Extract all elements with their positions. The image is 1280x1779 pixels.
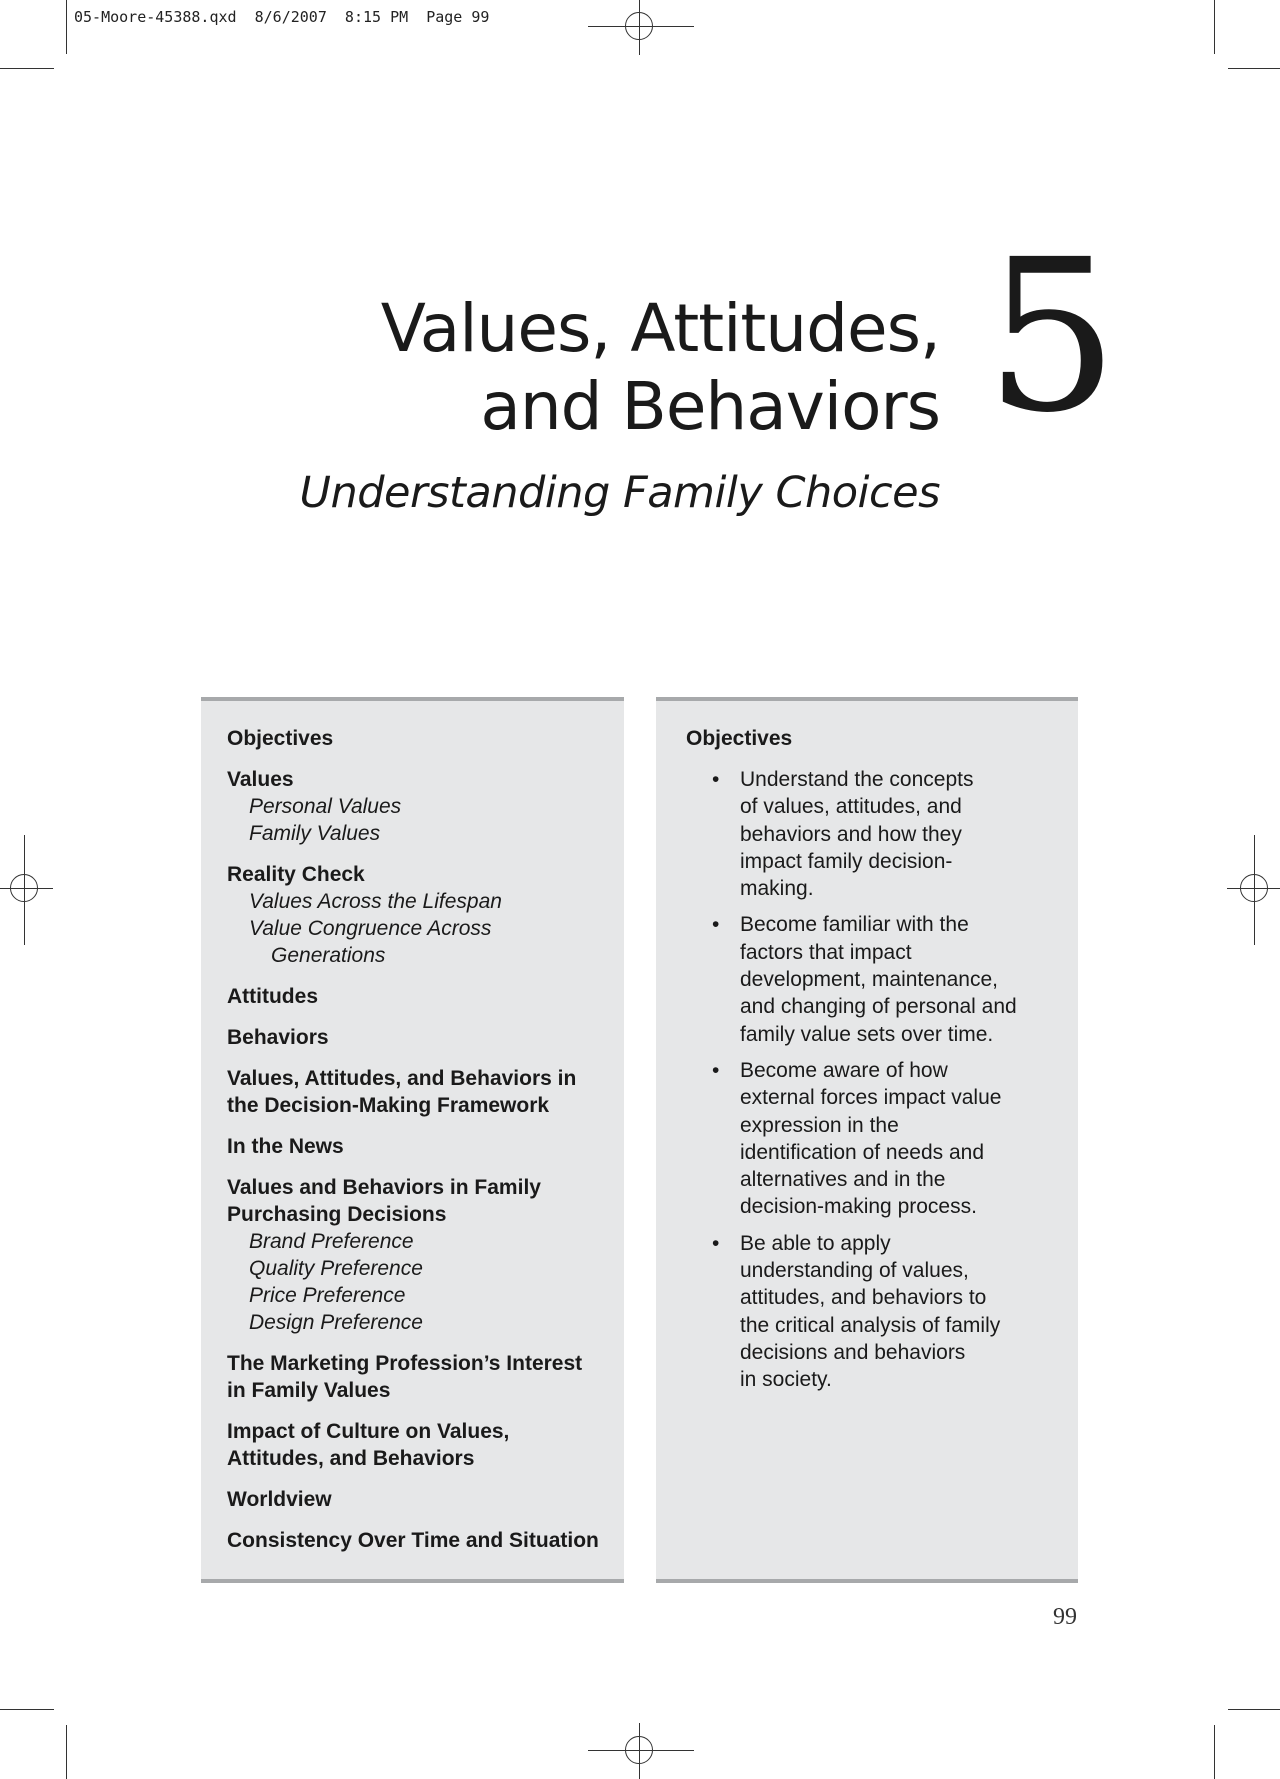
- chapter-outline: [227, 725, 607, 1568]
- objectives-list: [686, 766, 1056, 1394]
- outline-subtopic: Personal Values: [249, 795, 402, 818]
- bullet-icon: •: [712, 1231, 720, 1255]
- chapter-title-line-2: and Behaviors: [480, 368, 940, 445]
- objective-line: the critical analysis of family: [740, 1313, 1001, 1337]
- objective-line: in society.: [740, 1368, 832, 1392]
- objective-line: Become aware of how: [740, 1058, 948, 1082]
- crop-mark: [1214, 0, 1215, 54]
- registration-mark-left: [0, 861, 53, 917]
- outline-heading: Impact of Culture on Values,: [227, 1420, 510, 1443]
- outline-group: [227, 1065, 607, 1119]
- outline-subtopic: Family Values: [249, 822, 381, 845]
- print-slug: 05-Moore-45388.qxd 8/6/2007 8:15 PM Page 99: [74, 8, 490, 26]
- objective-line: impact family decision-: [740, 849, 953, 873]
- outline-heading: The Marketing Profession’s Interest: [227, 1352, 583, 1375]
- crop-mark: [1228, 68, 1280, 69]
- objective-item: [686, 1230, 1056, 1394]
- outline-heading: Consistency Over Time and Situation: [227, 1529, 599, 1552]
- objective-line: understanding of values,: [740, 1259, 969, 1283]
- objectives: [686, 725, 1056, 1403]
- outline-subtopic: Brand Preference: [249, 1230, 414, 1253]
- registration-tick: [24, 835, 25, 945]
- outline-group: [227, 1133, 607, 1160]
- outline-heading-continued: in Family Values: [227, 1379, 391, 1402]
- crop-mark: [66, 0, 67, 54]
- outline-heading: Values, Attitudes, and Behaviors in: [227, 1067, 577, 1090]
- objective-line: expression in the: [740, 1113, 899, 1137]
- objective-line: identification of needs and: [740, 1140, 985, 1164]
- objective-line: decision-making process.: [740, 1195, 977, 1219]
- outline-heading-continued: the Decision-Making Framework: [227, 1094, 550, 1117]
- outline-group: [227, 725, 607, 752]
- objective-item: [686, 1057, 1056, 1221]
- outline-subtopic: Quality Preference: [249, 1257, 423, 1280]
- objective-line: Become familiar with the: [740, 913, 969, 937]
- outline-subtopic: Values Across the Lifespan: [249, 890, 502, 913]
- outline-subtopic: Design Preference: [249, 1311, 423, 1334]
- chapter-outline-box: [201, 697, 624, 1583]
- objective-line: decisions and behaviors: [740, 1340, 966, 1364]
- outline-heading: Objectives: [227, 727, 334, 750]
- objective-line: behaviors and how they: [740, 822, 962, 846]
- outline-group: [227, 1486, 607, 1513]
- outline-heading-continued: Attitudes, and Behaviors: [227, 1447, 475, 1470]
- outline-heading: Worldview: [227, 1488, 332, 1511]
- outline-heading: In the News: [227, 1135, 344, 1158]
- objective-line: alternatives and in the: [740, 1168, 946, 1192]
- outline-group: [227, 983, 607, 1010]
- crop-mark: [0, 1709, 54, 1710]
- outline-heading-continued: Purchasing Decisions: [227, 1203, 447, 1226]
- objectives-box: [656, 697, 1078, 1583]
- outline-group: [227, 766, 607, 847]
- objective-line: making.: [740, 877, 814, 901]
- page-number: 99: [1053, 1604, 1077, 1630]
- crop-mark: [66, 1725, 67, 1779]
- outline-subtopic: Generations: [271, 944, 386, 967]
- outline-heading: Attitudes: [227, 985, 318, 1008]
- chapter-title: [381, 290, 940, 446]
- bullet-icon: •: [712, 1058, 720, 1082]
- crop-mark: [0, 68, 54, 69]
- outline-heading: Values and Behaviors in Family: [227, 1176, 541, 1199]
- crop-mark: [1214, 1725, 1215, 1779]
- objective-line: Be able to apply: [740, 1231, 891, 1255]
- registration-tick: [588, 26, 694, 27]
- outline-group: [227, 861, 607, 969]
- objective-line: of values, attitudes, and: [740, 795, 962, 819]
- outline-subtopic: Price Preference: [249, 1284, 406, 1307]
- crop-mark: [1228, 1709, 1280, 1710]
- objective-item: [686, 766, 1056, 902]
- outline-group: [227, 1024, 607, 1051]
- chapter-title-line-1: Values, Attitudes,: [380, 290, 940, 367]
- chapter-subtitle: Understanding Family Choices: [299, 468, 940, 518]
- outline-heading: Values: [227, 768, 294, 791]
- objective-line: and changing of personal and: [740, 995, 1017, 1019]
- registration-mark-top: [612, 0, 668, 55]
- objective-line: external forces impact value: [740, 1086, 1002, 1110]
- outline-group: [227, 1174, 607, 1336]
- chapter-number: 5: [985, 214, 1119, 459]
- outline-heading: Behaviors: [227, 1026, 329, 1049]
- objective-item: [686, 911, 1056, 1047]
- outline-group: [227, 1527, 607, 1554]
- objective-line: factors that impact: [740, 940, 912, 964]
- objectives-heading: Objectives: [686, 727, 793, 750]
- objective-line: Understand the concepts: [740, 768, 974, 791]
- objective-line: development, maintenance,: [740, 968, 998, 992]
- objective-line: attitudes, and behaviors to: [740, 1286, 987, 1310]
- registration-tick: [588, 1750, 694, 1751]
- outline-group: [227, 1350, 607, 1404]
- outline-subtopic: Value Congruence Across: [249, 917, 492, 940]
- bullet-icon: •: [712, 768, 720, 791]
- bullet-icon: •: [712, 913, 720, 937]
- objective-line: family value sets over time.: [740, 1022, 994, 1046]
- outline-group: [227, 1418, 607, 1472]
- registration-tick: [1254, 835, 1255, 945]
- outline-heading: Reality Check: [227, 863, 365, 886]
